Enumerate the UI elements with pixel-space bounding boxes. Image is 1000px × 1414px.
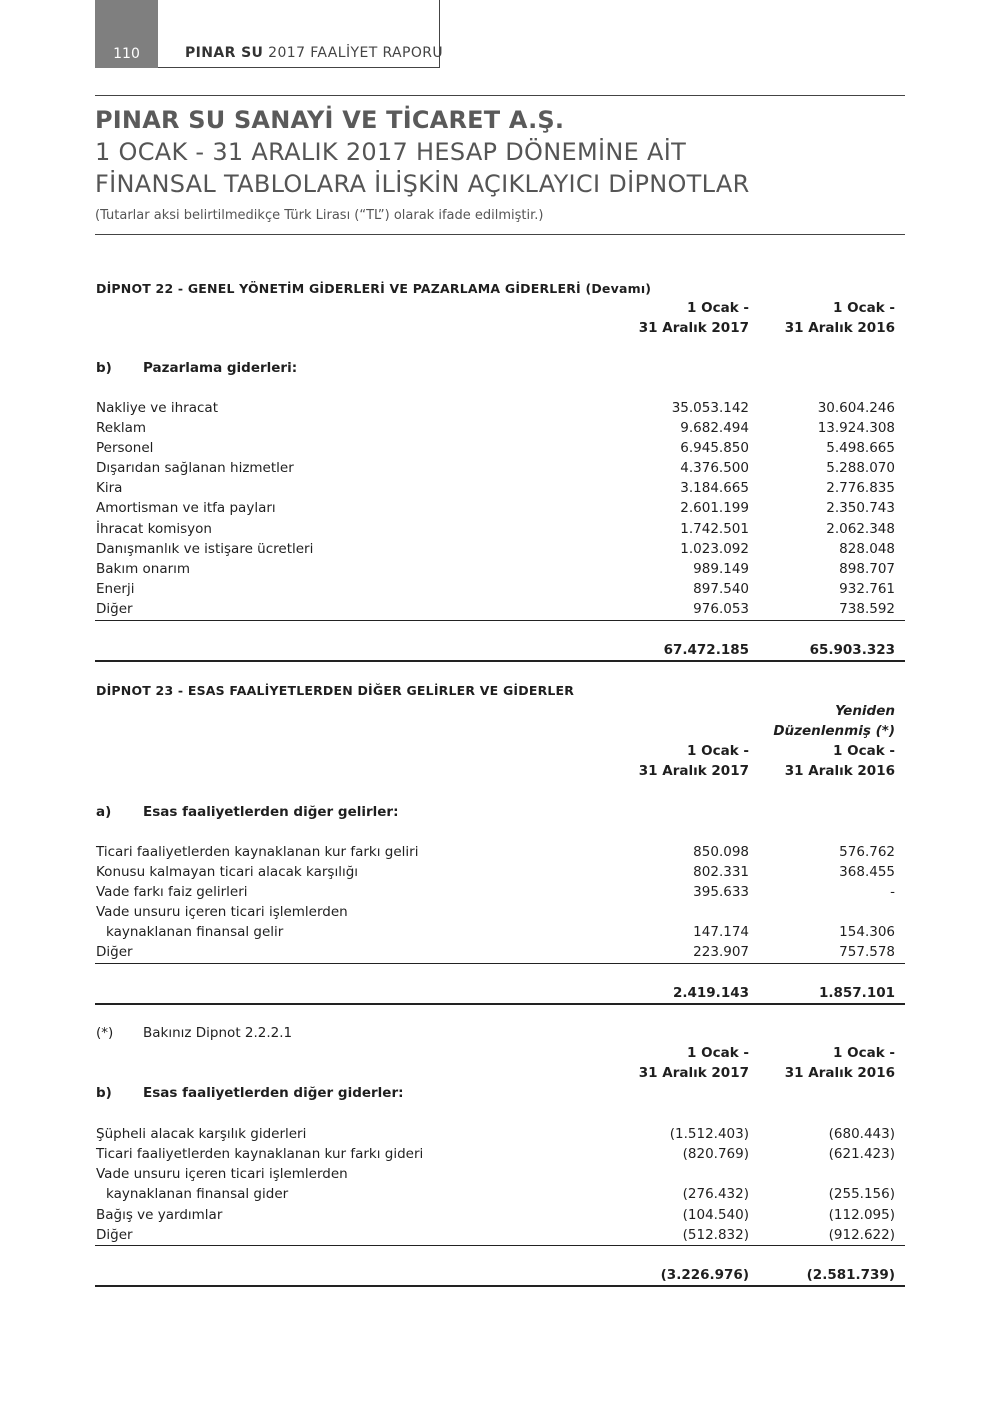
note22-col1-header-1: 1 Ocak - — [687, 300, 749, 316]
table-cell-2016: - — [890, 884, 895, 900]
note22-heading: DİPNOT 22 - GENEL YÖNETİM GİDERLERİ VE PAZARLAMA GİDERLERİ (Devamı) — [96, 281, 652, 296]
note23a-subtotal-rule — [95, 963, 905, 964]
note22-col1-header-2: 31 Aralık 2017 — [638, 320, 749, 336]
table-cell-2016: (112.095) — [828, 1207, 895, 1223]
table-cell-2016: 13.924.308 — [817, 420, 895, 436]
table-cell-2017: 3.184.665 — [680, 480, 749, 496]
table-cell-2017: 850.098 — [693, 844, 749, 860]
table-cell-2017: 802.331 — [693, 864, 749, 880]
table-cell-2017: 147.174 — [693, 924, 749, 940]
note23b-col1-header-2: 31 Aralık 2017 — [638, 1065, 749, 1081]
table-cell-2017: (276.432) — [682, 1186, 749, 1202]
report-title-rest: 2017 FAALİYET RAPORU — [263, 45, 444, 61]
note22-section-label: Pazarlama giderleri: — [143, 360, 298, 376]
note22-total-2016: 65.903.323 — [809, 642, 895, 658]
table-cell-2017: (104.540) — [682, 1207, 749, 1223]
table-cell-2016: 368.455 — [839, 864, 895, 880]
table-cell-2016: (255.156) — [828, 1186, 895, 1202]
table-row-label: Ticari faaliyetlerden kaynaklanan kur farkı geliri — [96, 844, 419, 860]
table-cell-2016: 2.350.743 — [826, 500, 895, 516]
note23a-label: Esas faaliyetlerden diğer gelirler: — [143, 804, 399, 820]
table-row-label: Vade farkı faiz gelirleri — [96, 884, 248, 900]
table-row-label: Diğer — [96, 1227, 133, 1243]
table-row-label: Ticari faaliyetlerden kaynaklanan kur farkı gideri — [96, 1146, 424, 1162]
table-row-label: Kira — [96, 480, 123, 496]
table-row-label: Enerji — [96, 581, 135, 597]
table-cell-2017: (1.512.403) — [669, 1126, 749, 1142]
table-row-label: İhracat komisyon — [96, 521, 212, 537]
note23-restated-1: Yeniden — [835, 703, 895, 719]
table-row-label: kaynaklanan finansal gelir — [106, 924, 284, 940]
table-cell-2017: 35.053.142 — [671, 400, 749, 416]
table-cell-2017: 989.149 — [693, 561, 749, 577]
table-cell-2017: 4.376.500 — [680, 460, 749, 476]
table-cell-2016: 828.048 — [839, 541, 895, 557]
table-cell-2016: 2.776.835 — [826, 480, 895, 496]
note23a-marker: a) — [96, 804, 112, 820]
table-cell-2016: 5.498.665 — [826, 440, 895, 456]
note23-col2-header-2: 31 Aralık 2016 — [784, 763, 895, 779]
note23a-total-2016: 1.857.101 — [818, 985, 895, 1001]
note22-section-marker: b) — [96, 360, 112, 376]
table-cell-2016: 738.592 — [839, 601, 895, 617]
table-cell-2017: 2.601.199 — [680, 500, 749, 516]
note23b-col2-header-1: 1 Ocak - — [833, 1045, 895, 1061]
table-row-label: Dışarıdan sağlanan hizmetler — [96, 460, 294, 476]
note23b-label: Esas faaliyetlerden diğer giderler: — [143, 1085, 404, 1101]
table-row-label: Reklam — [96, 420, 147, 436]
table-row-label: Vade unsuru içeren ticari işlemlerden — [96, 1166, 348, 1182]
note23b-total-rule — [95, 1285, 905, 1287]
note23-heading: DİPNOT 23 - ESAS FAALİYETLERDEN DİĞER GELİRLER VE GİDERLER — [96, 683, 575, 698]
note23b-col1-header-1: 1 Ocak - — [687, 1045, 749, 1061]
table-cell-2017: 395.633 — [693, 884, 749, 900]
table-row-label: Şüpheli alacak karşılık giderleri — [96, 1126, 307, 1142]
table-cell-2016: 932.761 — [839, 581, 895, 597]
note23b-subtotal-rule — [95, 1245, 905, 1246]
table-cell-2016: 5.288.070 — [826, 460, 895, 476]
table-cell-2017: 9.682.494 — [680, 420, 749, 436]
note23b-marker: b) — [96, 1085, 112, 1101]
table-row-label: Bağış ve yardımlar — [96, 1207, 223, 1223]
table-row-label: Nakliye ve ihracat — [96, 400, 218, 416]
table-cell-2017: 976.053 — [693, 601, 749, 617]
note22-subtotal-rule — [95, 620, 905, 621]
note22-col2-header-2: 31 Aralık 2016 — [784, 320, 895, 336]
title-line-2: FİNANSAL TABLOLARA İLİŞKİN AÇIKLAYICI DİPNOTLAR — [95, 170, 750, 198]
page-number: 110 — [95, 0, 158, 68]
note23-col1-header-2: 31 Aralık 2017 — [638, 763, 749, 779]
title-top-rule — [95, 95, 905, 96]
table-cell-2017: (512.832) — [682, 1227, 749, 1243]
table-cell-2017: 897.540 — [693, 581, 749, 597]
note22-col2-header-1: 1 Ocak - — [833, 300, 895, 316]
footnote-marker: (*) — [96, 1025, 114, 1041]
table-row-label: kaynaklanan finansal gider — [106, 1186, 289, 1202]
table-cell-2017: 1.023.092 — [680, 541, 749, 557]
report-title — [185, 45, 443, 61]
currency-note: (Tutarlar aksi belirtilmedikçe Türk Lirası (“TL”) olarak ifade edilmiştir.) — [95, 208, 544, 223]
table-row-label: Danışmanlık ve istişare ücretleri — [96, 541, 314, 557]
title-line-1: 1 OCAK - 31 ARALIK 2017 HESAP DÖNEMİNE AİT — [95, 138, 687, 166]
table-row-label: Vade unsuru içeren ticari işlemlerden — [96, 904, 348, 920]
table-cell-2016: (621.423) — [828, 1146, 895, 1162]
note23-restated-2: Düzenlenmiş (*) — [773, 723, 895, 739]
table-cell-2017: 223.907 — [693, 944, 749, 960]
table-row-label: Personel — [96, 440, 154, 456]
footnote-text: Bakınız Dipnot 2.2.2.1 — [143, 1025, 293, 1041]
note22-total-rule — [95, 660, 905, 662]
table-row-label: Amortisman ve itfa payları — [96, 500, 276, 516]
table-row-label: Konusu kalmayan ticari alacak karşılığı — [96, 864, 359, 880]
report-brand: PINAR SU — [185, 45, 264, 61]
table-row-label: Diğer — [96, 944, 133, 960]
note22-total-2017: 67.472.185 — [663, 642, 749, 658]
table-cell-2016: 757.578 — [839, 944, 895, 960]
table-cell-2016: 898.707 — [839, 561, 895, 577]
note23a-total-2017: 2.419.143 — [672, 985, 749, 1001]
table-cell-2016: (912.622) — [828, 1227, 895, 1243]
table-cell-2017: (820.769) — [682, 1146, 749, 1162]
title-bottom-rule — [95, 234, 905, 235]
table-cell-2016: 2.062.348 — [826, 521, 895, 537]
table-row-label: Diğer — [96, 601, 133, 617]
note23b-total-2017: (3.226.976) — [660, 1267, 749, 1283]
table-cell-2016: 154.306 — [839, 924, 895, 940]
table-row-label: Bakım onarım — [96, 561, 191, 577]
table-cell-2017: 6.945.850 — [680, 440, 749, 456]
note23-col1-header-1: 1 Ocak - — [687, 743, 749, 759]
table-cell-2016: (680.443) — [828, 1126, 895, 1142]
note23b-total-2016: (2.581.739) — [806, 1267, 895, 1283]
table-cell-2016: 576.762 — [839, 844, 895, 860]
note23a-total-rule — [95, 1003, 905, 1005]
company-name: PINAR SU SANAYİ VE TİCARET A.Ş. — [95, 106, 565, 134]
table-cell-2016: 30.604.246 — [817, 400, 895, 416]
table-cell-2017: 1.742.501 — [680, 521, 749, 537]
note23b-col2-header-2: 31 Aralık 2016 — [784, 1065, 895, 1081]
note23-col2-header-1: 1 Ocak - — [833, 743, 895, 759]
